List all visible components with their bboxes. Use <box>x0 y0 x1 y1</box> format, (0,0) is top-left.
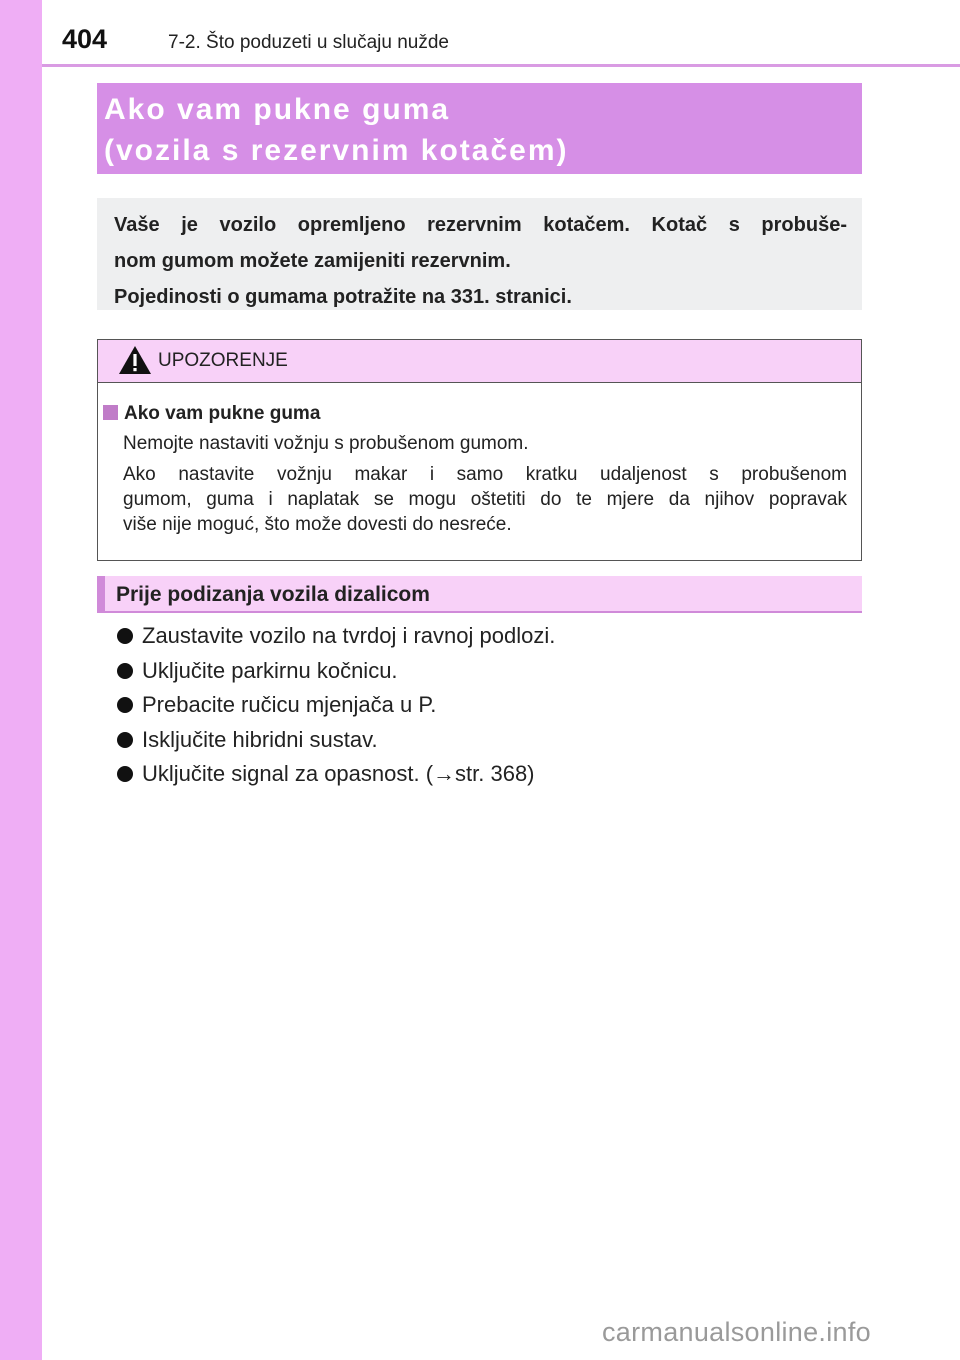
section-label: 7-2. Što poduzeti u slučaju nužde <box>168 32 449 53</box>
bullet-dot-icon <box>117 663 133 679</box>
header-rule <box>42 64 960 67</box>
side-strip <box>0 0 42 1360</box>
title-line-2: (vozila s rezervnim kotačem) <box>104 134 569 167</box>
intro-line-2: nom gumom možete zamijeniti rezervnim. <box>114 250 511 272</box>
square-bullet-icon <box>103 405 118 420</box>
warning-title: UPOZORENJE <box>158 350 288 371</box>
warning-header <box>98 340 861 383</box>
list-item: Uključite signal za opasnost. (→str. 368) <box>117 757 555 792</box>
warning-box <box>97 339 862 561</box>
page-number: 404 <box>62 24 108 54</box>
jack-section-heading <box>97 576 862 613</box>
warning-subtitle <box>103 403 320 425</box>
bullet-dot-icon <box>117 697 133 713</box>
warning-p2-line-2: gumom, guma i naplatak se mogu oštetiti do te mjere da njihov popravak <box>123 489 847 510</box>
watermark[interactable]: carmanualsonline.info <box>602 1317 871 1347</box>
bullet-dot-icon <box>117 732 133 748</box>
list-item: Prebacite ručicu mjenjača u P. <box>117 688 555 723</box>
list-item: Isključite hibridni sustav. <box>117 723 555 758</box>
list-item: Zaustavite vozilo na tvrdoj i ravnoj podlozi. <box>117 619 555 654</box>
warning-paragraph-2 <box>123 462 847 537</box>
warning-paragraph-1: Nemojte nastaviti vožnju s probušenom gumom. <box>123 433 529 454</box>
warning-p2-line-1: Ako nastavite vožnju makar i samo kratku udaljenost s probušenom <box>123 464 847 485</box>
title-line-1: Ako vam pukne guma <box>104 93 451 126</box>
intro-box <box>97 198 862 310</box>
bullet-dot-icon <box>117 628 133 644</box>
intro-line-3: Pojedinosti o gumama potražite na 331. stranici. <box>114 286 572 308</box>
warning-triangle-icon <box>118 345 152 375</box>
jack-section-heading-text: Prije podizanja vozila dizalicom <box>116 583 430 606</box>
warning-subtitle-text: Ako vam pukne guma <box>124 403 321 424</box>
title-banner <box>97 83 862 174</box>
intro-line-1: Vaše je vozilo opremljeno rezervnim kotačem. Kotač s probuše- <box>114 214 847 236</box>
warning-p2-line-3: više nije moguć, što može dovesti do nesreće. <box>123 514 512 535</box>
list-item: Uključite parkirnu kočnicu. <box>117 654 555 689</box>
bullet-dot-icon <box>117 766 133 782</box>
bullet-list <box>117 619 555 792</box>
